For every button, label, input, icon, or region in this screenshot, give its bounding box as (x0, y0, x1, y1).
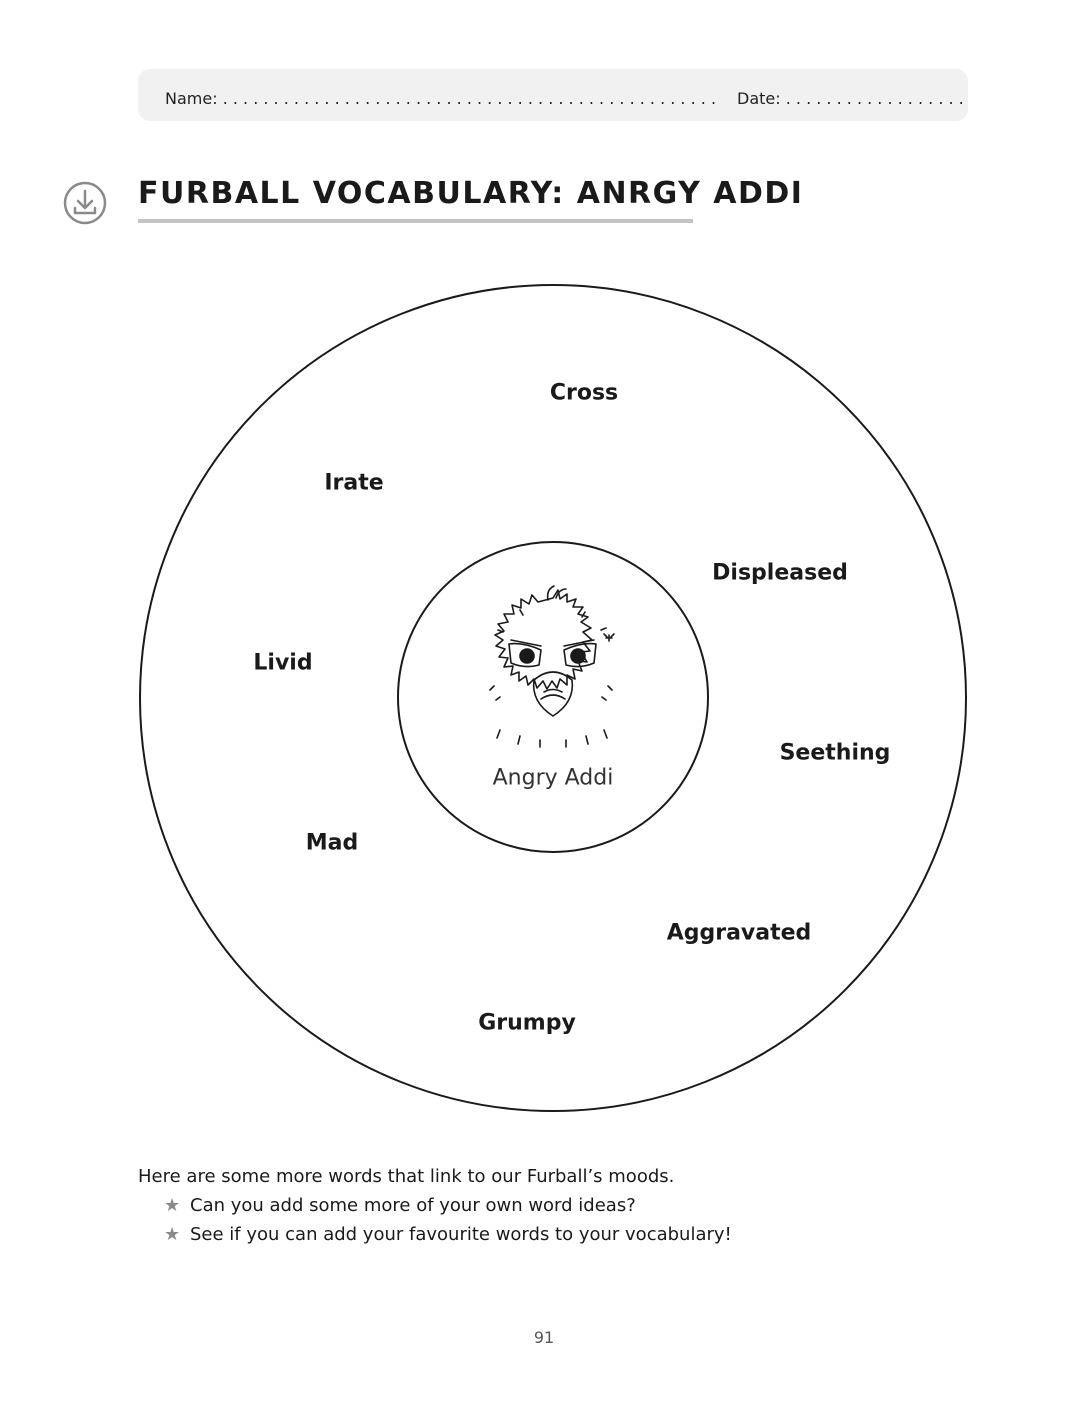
name-date-bar (138, 69, 968, 121)
name-dots: . . . . . . . . . . . . . . . . . . . . . . . . . . . . . . . . . . . . . . . . . . . . . . . . . (222, 89, 717, 108)
instructions-list (138, 1195, 732, 1245)
bullet-text: See if you can add your favourite words to your vocabulary! (190, 1224, 732, 1245)
word-aggravated: Aggravated (666, 920, 812, 946)
instructions (138, 1166, 732, 1253)
angry-furball-illustration (490, 586, 614, 747)
bullet-text: Can you add some more of your own word ideas? (190, 1195, 636, 1216)
inner-circle (398, 542, 708, 852)
date-label: Date: (737, 89, 781, 108)
word-irate: Irate (324, 470, 384, 496)
page-number: 91 (533, 1328, 555, 1347)
word-mad: Mad (305, 830, 359, 856)
outer-circle (140, 285, 966, 1111)
word-displeased: Displeased (712, 560, 848, 586)
word-grumpy: Grumpy (478, 1010, 576, 1036)
star-icon: ★ (164, 1224, 181, 1245)
center-label: Angry Addi (492, 765, 614, 791)
list-item (164, 1224, 732, 1245)
page-title: FURBALL VOCABULARY: ANRGY ADDI (138, 176, 804, 211)
instructions-intro: Here are some more words that link to our Furball’s moods. (138, 1166, 675, 1187)
name-label: Name: (165, 89, 218, 108)
date-dots: . . . . . . . . . . . . . . . . . . (785, 89, 964, 108)
word-livid: Livid (253, 650, 313, 676)
word-cross: Cross (549, 380, 619, 406)
star-icon: ★ (164, 1195, 181, 1216)
download-icon[interactable] (62, 180, 108, 226)
title-underline (138, 219, 693, 223)
date-field[interactable] (737, 89, 964, 108)
name-field[interactable] (165, 89, 716, 108)
word-seething: Seething (779, 740, 891, 766)
list-item (164, 1195, 732, 1216)
